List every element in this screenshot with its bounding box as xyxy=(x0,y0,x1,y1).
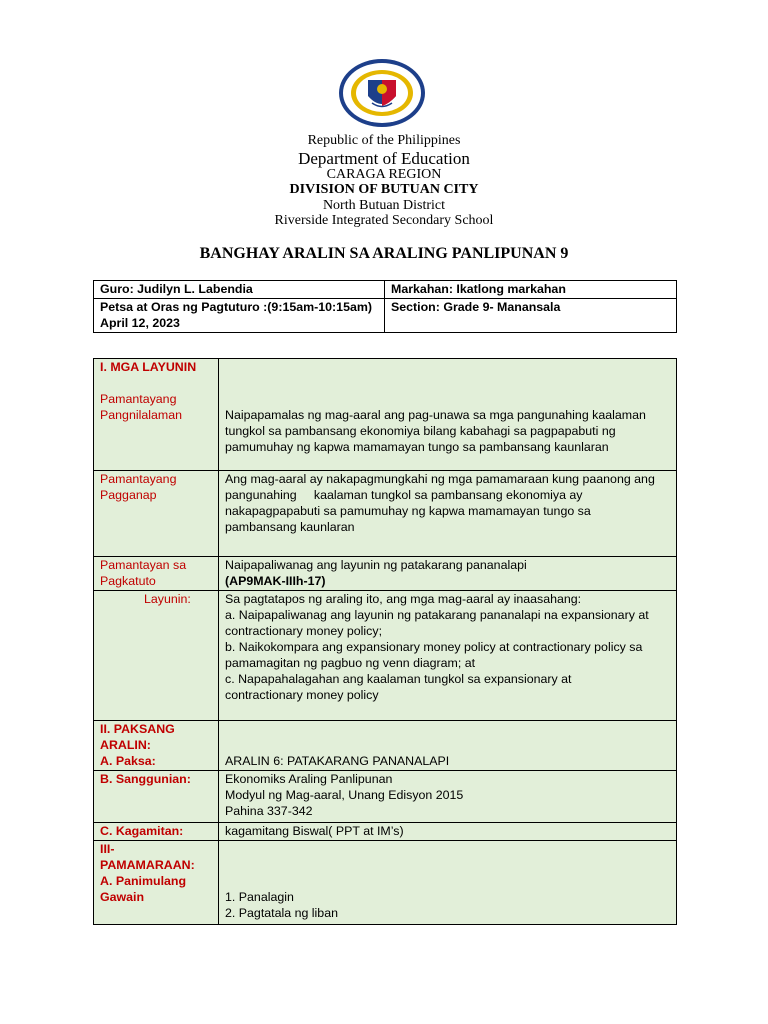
pangnilalaman-text-2: tungkol sa pambansang ekonomiya bilang kabahagi sa pagpapabuti ng xyxy=(225,424,616,438)
pangnilalaman-label-2: Pangnilalaman xyxy=(100,408,182,422)
pagganap-label-cell xyxy=(94,471,219,557)
pagganap-text-2: pangunahing kaalaman tungkol sa pambansang ekonomiya ay xyxy=(225,488,583,502)
markahan-cell: Markahan: Ikatlong markahan xyxy=(385,281,677,299)
table-row xyxy=(94,359,677,471)
pangnilalaman-text-cell xyxy=(219,359,677,471)
header-school: Riverside Integrated Secondary School xyxy=(274,213,494,228)
table-row xyxy=(94,771,677,823)
pamamaraan-label-2: PAMAMARAAN: xyxy=(100,858,195,872)
document-title: BANGHAY ARALIN SA ARALING PANLIPUNAN 9 xyxy=(199,245,569,262)
layunin-sub-label-cell xyxy=(94,591,219,721)
layunin-heading: I. MGA LAYUNIN xyxy=(100,360,197,374)
petsa-cell xyxy=(94,299,385,333)
pangnilalaman-label-1: Pamantayang xyxy=(100,392,177,406)
pamamaraan-label-cell xyxy=(94,841,219,925)
sanggunian-text-cell xyxy=(219,771,677,823)
table-row xyxy=(94,721,677,771)
table-row xyxy=(94,841,677,925)
layunin-text-3: contractionary money policy; xyxy=(225,624,383,638)
layunin-text-cell xyxy=(219,591,677,721)
pamamaraan-label-1: III- xyxy=(100,842,115,856)
table-row xyxy=(94,471,677,557)
kagamitan-label: C. Kagamitan: xyxy=(100,824,184,838)
header-division: DIVISION OF BUTUAN CITY xyxy=(289,182,479,197)
pamamaraan-text-1: 1. Panalagin xyxy=(225,890,294,904)
paksang-text-cell xyxy=(219,721,677,771)
sanggunian-label-cell xyxy=(94,771,219,823)
pangnilalaman-text-1: Naipapamalas ng mag-aaral ang pag-unawa sa mga pangunahing kaalaman xyxy=(225,408,646,422)
deped-seal-logo xyxy=(338,58,426,128)
pamamaraan-label-3: A. Panimulang xyxy=(100,874,187,888)
table-row xyxy=(94,557,677,591)
kagamitan-text: kagamitang Biswal( PPT at IM’s) xyxy=(225,824,404,838)
header-department: Department of Education xyxy=(298,149,470,168)
pamamaraan-label-4: Gawain xyxy=(100,890,145,904)
sanggunian-text-1: Ekonomiks Araling Panlipunan xyxy=(225,772,393,786)
pagkatuto-text-1: Naipapaliwanag ang layunin ng patakarang pananalapi xyxy=(225,558,527,572)
kagamitan-text-cell xyxy=(219,823,677,841)
sanggunian-label: B. Sanggunian: xyxy=(100,772,191,786)
paksang-label-2: ARALIN: xyxy=(100,738,151,752)
pagkatuto-text-2: (AP9MAK-IIIh-17) xyxy=(225,574,326,588)
layunin-label-cell xyxy=(94,359,219,471)
section-cell: Section: Grade 9- Manansala xyxy=(385,299,677,333)
pamamaraan-text-2: 2. Pagtatala ng liban xyxy=(225,906,338,920)
pagkatuto-text-cell xyxy=(219,557,677,591)
layunin-text-2: a. Naipapaliwanag ang layunin ng patakarang pananalapi na expansionary at xyxy=(225,608,649,622)
paksang-label-3: A. Paksa: xyxy=(100,754,156,768)
info-table xyxy=(93,280,677,333)
pagkatuto-label-2: Pagkatuto xyxy=(100,574,156,588)
layunin-text-6: c. Napapahalagahan ang kaalaman tungkol sa expansionary at xyxy=(225,672,572,686)
pagganap-text-cell xyxy=(219,471,677,557)
layunin-label: Layunin: xyxy=(144,592,191,606)
layunin-text-4: b. Naikokompara ang expansionary money policy at contractionary policy sa xyxy=(225,640,643,654)
guro-cell: Guro: Judilyn L. Labendia xyxy=(94,281,385,299)
pagkatuto-label-1: Pamantayan sa xyxy=(100,558,187,572)
header-district: North Butuan District xyxy=(322,198,446,213)
table-row xyxy=(94,591,677,721)
lesson-plan-table xyxy=(93,358,677,925)
pagganap-text-3: nakapagpapabuti sa pamumuhay ng kapwa mamamayan tungo sa xyxy=(225,504,591,518)
pagganap-text-4: pambansang kaunlaran xyxy=(225,520,355,534)
paksang-label-1: II. PAKSANG xyxy=(100,722,175,736)
layunin-text-7: contractionary money policy xyxy=(225,688,379,702)
pagganap-label-1: Pamantayang xyxy=(100,472,177,486)
header-republic: Republic of the Philippines xyxy=(307,133,461,148)
petsa-line-1: Petsa at Oras ng Pagtuturo :(9:15am-10:15am) xyxy=(100,300,372,314)
pagganap-text-1: Ang mag-aaral ay nakapagmungkahi ng mga pamamaraan kung paanong ang xyxy=(225,472,655,486)
pagkatuto-label-cell xyxy=(94,557,219,591)
kagamitan-label-cell xyxy=(94,823,219,841)
paksang-label-cell xyxy=(94,721,219,771)
petsa-line-2: April 12, 2023 xyxy=(100,316,180,330)
layunin-text-5: pamamagitan ng pagbuo ng venn diagram; at xyxy=(225,656,476,670)
sanggunian-text-2: Modyul ng Mag-aaral, Unang Edisyon 2015 xyxy=(225,788,464,802)
pamamaraan-text-cell xyxy=(219,841,677,925)
table-row xyxy=(94,823,677,841)
layunin-text-1: Sa pagtatapos ng araling ito, ang mga mag-aaral ay inaasahang: xyxy=(225,592,582,606)
pagganap-label-2: Pagganap xyxy=(100,488,157,502)
header-region: CARAGA REGION xyxy=(326,167,442,182)
sanggunian-text-3: Pahina 337-342 xyxy=(225,804,313,818)
pangnilalaman-text-3: pamumuhay ng kapwa mamamayan tungo sa pambansang kaunlaran xyxy=(225,440,609,454)
paksang-text: ARALIN 6: PATAKARANG PANANALAPI xyxy=(225,754,450,768)
